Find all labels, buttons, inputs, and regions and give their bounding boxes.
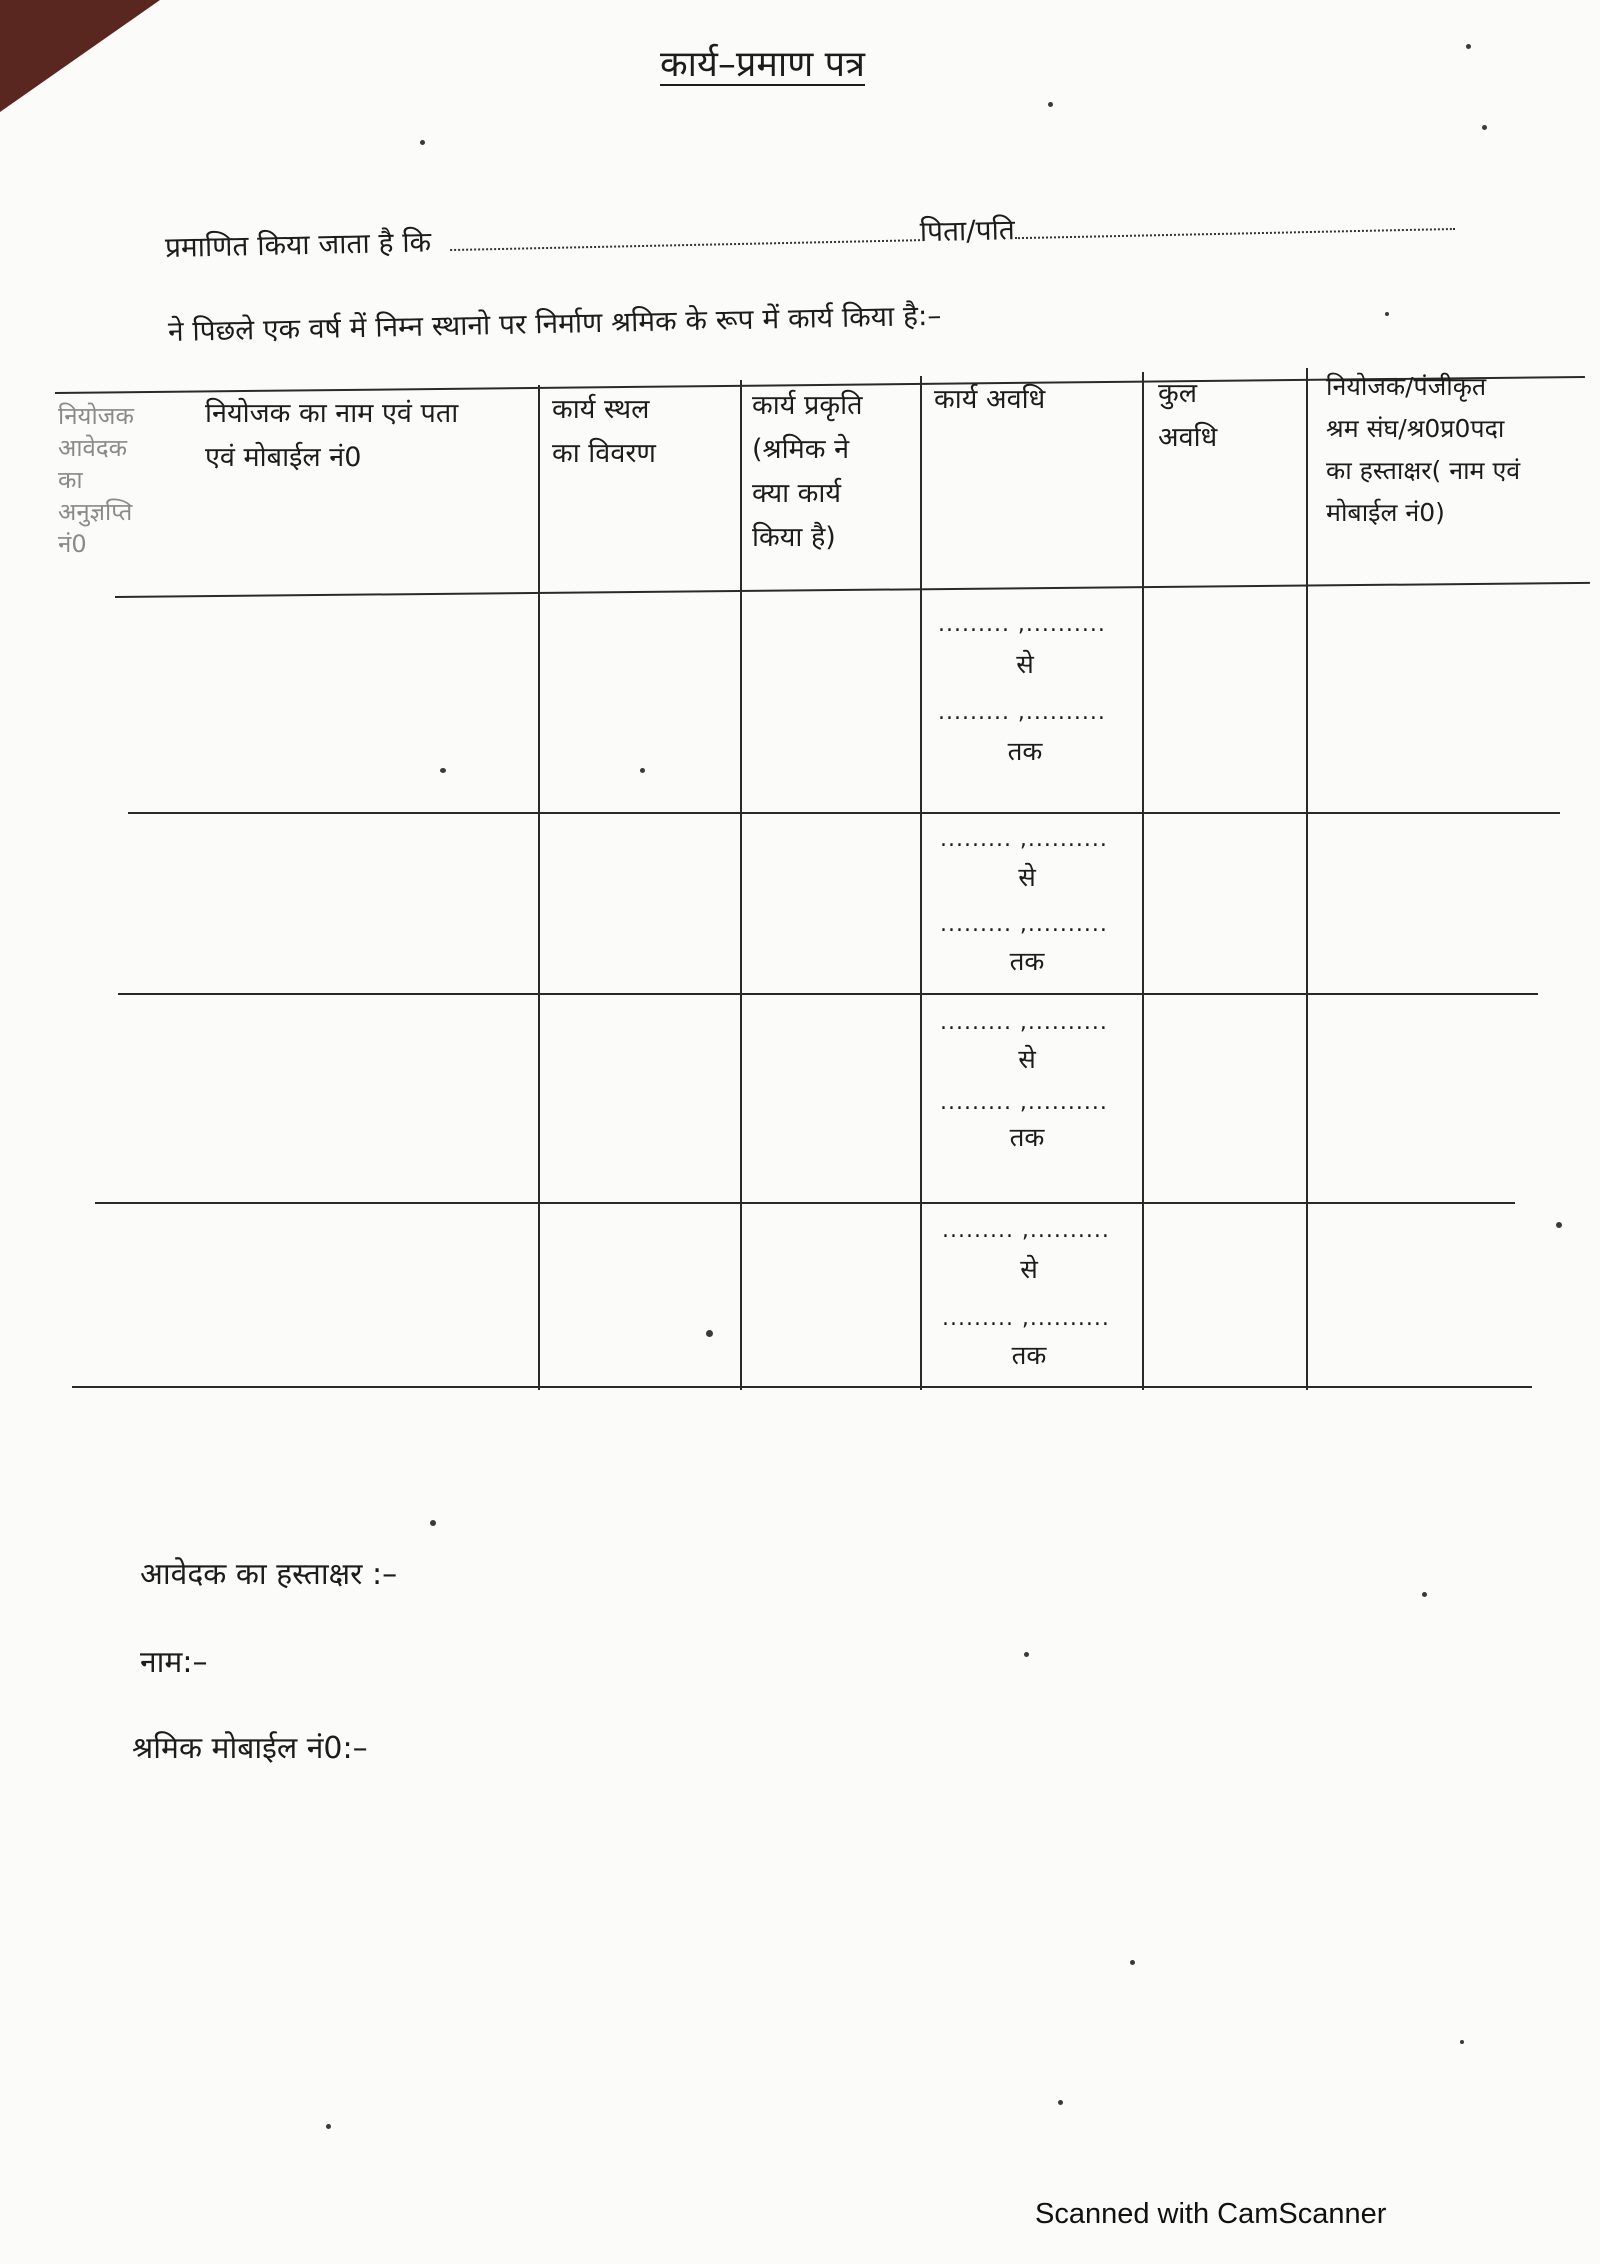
date-from-blank: ......... ,.......... xyxy=(940,1010,1108,1035)
date-to-blank: ......... ,.......... xyxy=(942,1306,1110,1331)
date-to-blank: ......... ,.......... xyxy=(940,912,1108,937)
row-divider xyxy=(128,812,1560,814)
header-work-nature: कार्य प्रकृति (श्रमिक ने क्या कार्य किया है) xyxy=(752,390,863,553)
table-bottom-border xyxy=(72,1386,1532,1388)
header-employer-name: नियोजक का नाम एवं पता एवं मोबाईल नं0 xyxy=(205,398,459,473)
scan-speck xyxy=(1466,44,1471,49)
applicant-signature-label: आवेदक का हस्ताक्षर :– xyxy=(140,1557,398,1592)
date-to-blank: ......... ,.......... xyxy=(940,1090,1108,1115)
scan-speck xyxy=(430,1520,436,1526)
column-divider xyxy=(1142,372,1144,1390)
scan-speck xyxy=(1460,2040,1464,2044)
from-label: से xyxy=(1020,1255,1038,1285)
scan-speck xyxy=(1422,1592,1427,1597)
scan-speck xyxy=(440,768,446,773)
header-license-number: नियोजक आवेदक का अनुज्ञप्ति नं0 xyxy=(58,402,134,558)
date-from-blank: ......... ,.......... xyxy=(940,827,1108,852)
worker-mobile-label: श्रमिक मोबाईल नं0:– xyxy=(132,1731,368,1766)
document-title: कार्य–प्रमाण पत्र xyxy=(660,44,865,85)
father-husband-blank xyxy=(1015,212,1455,239)
father-husband-label: पिता/पति xyxy=(919,213,1016,249)
to-label: तक xyxy=(1009,1123,1045,1153)
header-worksite: कार्य स्थल का विवरण xyxy=(552,394,656,469)
to-label: तक xyxy=(1011,1341,1047,1371)
column-divider xyxy=(538,385,540,1390)
header-total-period: कुल अवधि xyxy=(1158,378,1218,453)
from-label: से xyxy=(1018,863,1036,893)
column-divider xyxy=(1306,368,1308,1390)
scan-speck xyxy=(420,140,425,145)
scan-speck xyxy=(1048,102,1053,107)
from-label: से xyxy=(1016,650,1034,680)
header-employer-signature: नियोजक/पंजीकृत श्रम संघ/श्र0प्र0पदा का हस्ताक्षर( नाम एवं मोबाईल नं0) xyxy=(1326,372,1521,527)
column-divider xyxy=(740,380,742,1390)
certify-text: प्रमाणित किया जाता है कि xyxy=(164,225,432,264)
scan-speck xyxy=(1556,1222,1562,1228)
name-label: नाम:– xyxy=(140,1645,208,1680)
column-divider xyxy=(920,376,922,1390)
date-from-blank: ......... ,.......... xyxy=(938,612,1106,637)
scan-speck xyxy=(326,2124,331,2129)
header-work-period: कार्य अवधि xyxy=(934,384,1046,415)
header-bottom-border xyxy=(115,582,1590,598)
row-divider xyxy=(95,1202,1515,1204)
certification-line xyxy=(165,201,1455,266)
from-label: से xyxy=(1018,1045,1036,1075)
row-divider xyxy=(118,993,1538,995)
to-label: तक xyxy=(1009,947,1045,977)
scan-speck xyxy=(1058,2100,1063,2105)
scanner-watermark: Scanned with CamScanner xyxy=(1035,2198,1387,2230)
scan-speck xyxy=(1385,312,1389,316)
scan-speck xyxy=(1130,1960,1135,1965)
date-to-blank: ......... ,.......... xyxy=(938,700,1106,725)
work-statement-line: ने पिछले एक वर्ष में निम्न स्थानो पर निर्माण श्रमिक के रूप में कार्य किया है:– xyxy=(167,298,942,348)
to-label: तक xyxy=(1007,737,1043,767)
scan-corner-shadow xyxy=(0,0,160,112)
scan-speck xyxy=(640,768,645,773)
date-from-blank: ......... ,.......... xyxy=(942,1218,1110,1243)
worker-name-blank xyxy=(450,223,920,251)
scan-speck xyxy=(1482,125,1487,130)
scan-speck xyxy=(706,1330,713,1337)
scan-speck xyxy=(1024,1652,1029,1657)
